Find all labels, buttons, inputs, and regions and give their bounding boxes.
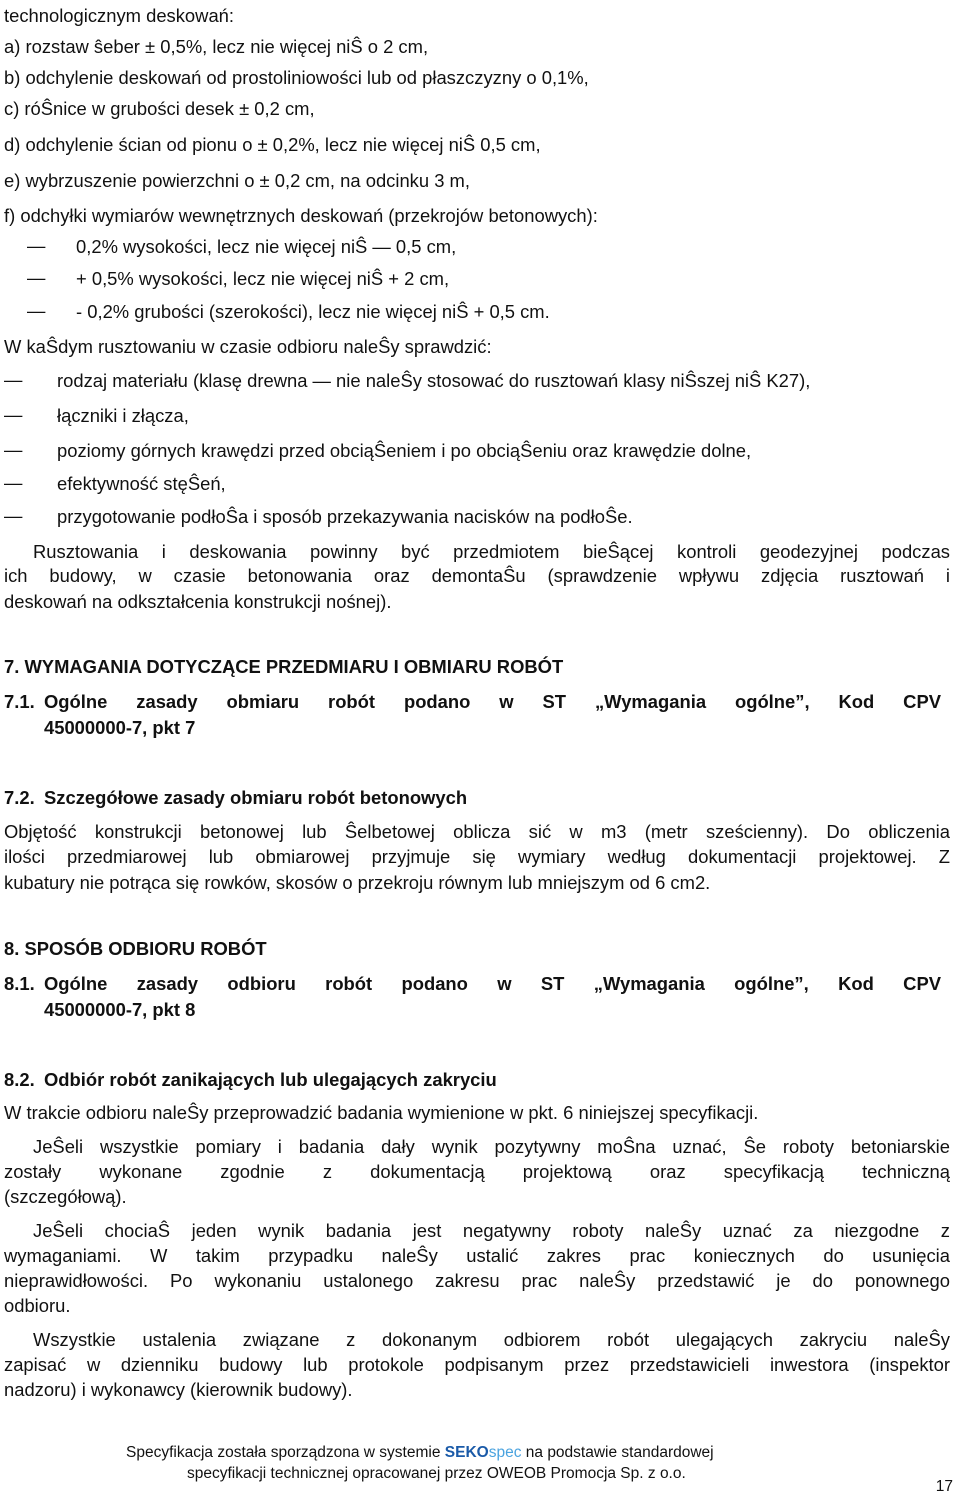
sub-list-item: 0,2% wysokości, lecz nie więcej niŜ — 0,5 cm, (76, 236, 457, 257)
paragraph-line: Wszystkie ustalenia związane z dokonanym odbiorem robót ulegających zakryciu naleŜy (33, 1329, 950, 1350)
text-line: W kaŜdym rusztowaniu w czasie odbioru naleŜy sprawdzić: (4, 336, 492, 357)
dash-bullet: — (4, 404, 23, 425)
paragraph-line: JeŜeli wszystkie pomiary i badania dały wynik pozytywny moŜna uznać, Ŝe roboty betoniarskie (33, 1136, 950, 1157)
brand-logo (445, 1444, 522, 1461)
paragraph-line: Objętość konstrukcji betonowej lub Ŝelbetowej oblicza sić w m3 (metr sześcienny). Do obliczenia (4, 821, 950, 842)
list-item: a) rozstaw ŝeber ± 0,5%, lecz nie więcej niŜ o 2 cm, (4, 36, 429, 57)
list-item: e) wybrzuszenie powierzchni o ± 0,2 cm, na odcinku 3 m, (4, 170, 470, 191)
paragraph-line: (szczegółową). (4, 1186, 127, 1207)
list-item: d) odchylenie ścian od pionu o ± 0,2%, lecz nie więcej niŜ 0,5 cm, (4, 134, 541, 155)
dash-bullet: — (27, 267, 46, 288)
paragraph-line: wymaganiami. W takim przypadku naleŜy ustalić zakres prac koniecznych do usunięcia (4, 1245, 950, 1266)
subsection-number: 7.1. (4, 691, 35, 712)
check-item: rodzaj materiału (klasę drewna — nie naleŜy stosować do rusztowań klasy niŜszej niŜ K27), (57, 370, 811, 391)
footer-line (126, 1443, 714, 1463)
check-item: poziomy górnych krawędzi przed obciąŜeniem i po obciąŜeniu oraz krawędzie dolne, (57, 440, 752, 461)
paragraph-line: kubatury nie potrąca się rowków, skosów o przekroju równym lub mniejszym od 6 cm2. (4, 872, 711, 893)
list-item: b) odchylenie deskowań od prostoliniowości lub od płaszczyzny o 0,1%, (4, 67, 589, 88)
paragraph-line: nieprawidłowości. Po wykonaniu ustalonego zakresu prac naleŜy przedstawić je do ponownego (4, 1270, 950, 1291)
paragraph-line: W trakcie odbioru naleŜy przeprowadzić badania wymienione w pkt. 6 niniejszej specyfikacji. (4, 1102, 759, 1123)
paragraph-line: ilości przedmiarowej lub obmiarowej przyjmuje się wymiary według dokumentacji projektowej. Z (4, 846, 950, 867)
subsection-number: 7.2. (4, 787, 35, 808)
subsection-heading: Ogólne zasady odbioru robót podano w ST „Wymagania ogólne”, Kod CPV (44, 973, 941, 994)
check-item: efektywność stęŜeń, (57, 473, 226, 494)
section-heading: 8. SPOSÓB ODBIORU ROBÓT (4, 938, 267, 959)
dash-bullet: — (4, 439, 23, 460)
list-item: f) odchyłki wymiarów wewnętrznych deskowań (przekrojów betonowych): (4, 205, 598, 226)
sub-list-item: - 0,2% grubości (szerokości), lecz nie więcej niŜ + 0,5 cm. (76, 301, 550, 322)
check-item: łączniki i złącza, (57, 405, 189, 426)
paragraph-line: zapisać w dzienniku budowy lub protokole podpisanym przez przedstawicieli inwestora (inspektor (4, 1354, 950, 1375)
dash-bullet: — (4, 505, 23, 526)
brand-seko: SEKO (444, 1444, 489, 1461)
subsection-heading: Szczegółowe zasady obmiaru robót betonowych (44, 787, 468, 808)
subsection-heading: Ogólne zasady obmiaru robót podano w ST „Wymagania ogólne”, Kod CPV (44, 691, 941, 712)
dash-bullet: — (27, 235, 46, 256)
footer-line: specyfikacji technicznej opracowanej przez OWEOB Promocja Sp. z o.o. (187, 1465, 686, 1482)
dash-bullet: — (4, 472, 23, 493)
subsection-number: 8.1. (4, 973, 35, 994)
dash-bullet: — (27, 300, 46, 321)
paragraph-line: nadzoru) i wykonawcy (kierownik budowy). (4, 1379, 353, 1400)
paragraph-line: odbioru. (4, 1295, 71, 1316)
paragraph-line: zostały wykonane zgodnie z dokumentacją projektową oraz specyfikacją techniczną (4, 1161, 950, 1182)
check-item: przygotowanie podłoŜa i sposób przekazywania nacisków na podłoŜe. (57, 506, 633, 527)
subsection-heading: Odbiór robót zanikających lub ulegających zakryciu (44, 1069, 497, 1090)
subsection-heading-cont: 45000000-7, pkt 7 (44, 717, 196, 738)
list-item: c) róŜnice w grubości desek ± 0,2 cm, (4, 98, 315, 119)
subsection-heading-cont: 45000000-7, pkt 8 (44, 999, 196, 1020)
brand-spec: spec (488, 1444, 522, 1461)
footer-text: na podstawie standardowej (525, 1444, 714, 1461)
section-heading: 7. WYMAGANIA DOTYCZĄCE PRZEDMIARU I OBMIARU ROBÓT (4, 656, 564, 677)
paragraph-line: ich budowy, w czasie betonowania oraz demontaŜu (sprawdzenie wpływu zdjęcia rusztowań i (4, 565, 950, 586)
paragraph-line: deskowań na odkształcenia konstrukcji nośnej). (4, 591, 392, 612)
paragraph-line: Rusztowania i deskowania powinny być przedmiotem bieŜącej kontroli geodezyjnej podczas (33, 541, 950, 562)
page-number: 17 (935, 1478, 953, 1495)
footer-text: Specyfikacja została sporządzona w systemie (126, 1444, 441, 1461)
dash-bullet: — (4, 369, 23, 390)
subsection-number: 8.2. (4, 1069, 35, 1090)
sub-list-item: + 0,5% wysokości, lecz nie więcej niŜ + 2 cm, (76, 268, 450, 289)
paragraph-line: JeŜeli chociaŜ jeden wynik badania jest negatywny roboty naleŜy uznać za niezgodne z (33, 1220, 950, 1241)
text-line: technologicznym deskowań: (4, 5, 235, 26)
